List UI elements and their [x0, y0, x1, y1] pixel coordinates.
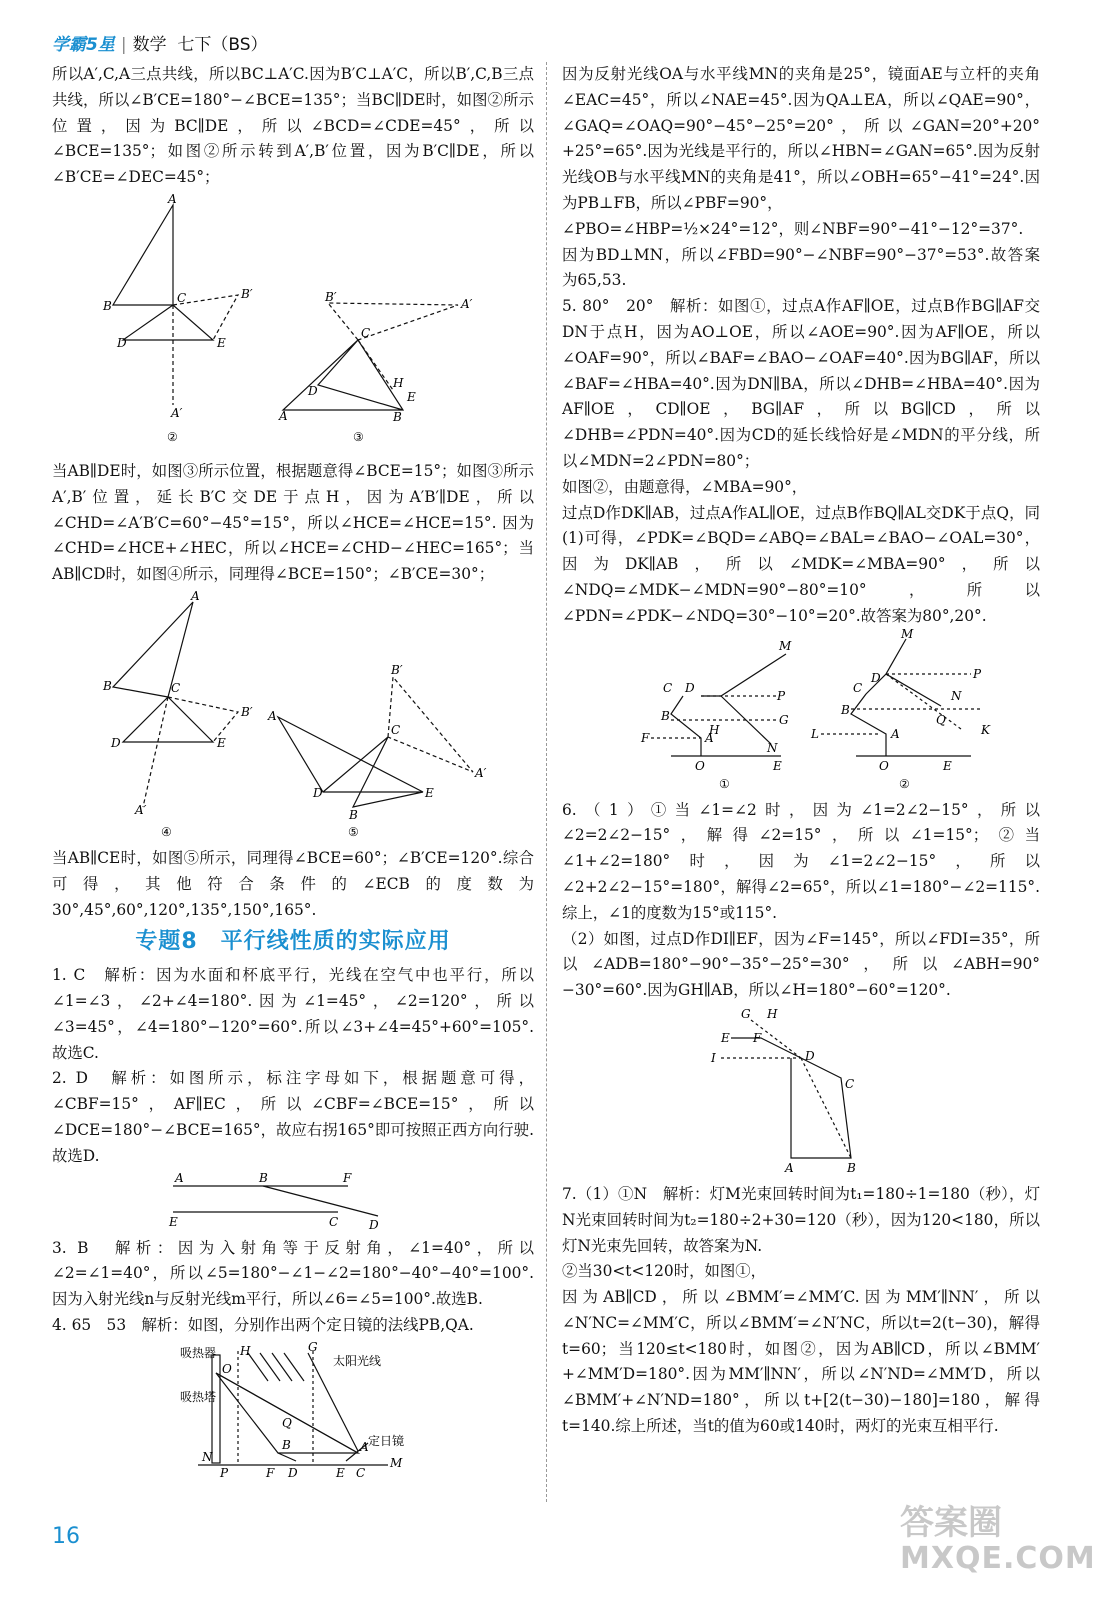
svg-text:A: A — [360, 1439, 369, 1454]
svg-text:F: F — [343, 1170, 352, 1185]
svg-text:B: B — [282, 1437, 291, 1452]
svg-text:D: D — [313, 785, 323, 800]
fig-caption-2: ② — [167, 429, 178, 444]
right-paragraph-2: ∠PBO=∠HBP=½×24°=12°，则∠NBF=90°−41°−12°=37°. — [562, 219, 1024, 238]
figure-q4-heliostat — [158, 1339, 428, 1483]
question-7a: 7.（1）①N 解析：灯M光束回转时间为t₁=180÷1=180（秒），灯N光束回转时间为t₂=180÷2+30=120（秒），因为120<180，所以灯N光束先回转，故答案为N. — [562, 1184, 1040, 1255]
svg-text:C: C — [663, 680, 673, 695]
watermark-line-1: 答案圈 — [900, 1503, 1002, 1543]
svg-text:A: A — [785, 1160, 794, 1175]
svg-text:B: B — [393, 409, 402, 424]
question-7b: ②当30<t<120时，如图①， — [562, 1262, 767, 1281]
svg-text:O: O — [695, 758, 705, 773]
question-2: 2. D 解析：如图所示，标注字母如下，根据题意可得，∠CBF=15°，AF∥EC，所以∠CBF=∠BCE=15°，所以∠DCE=180°−∠BCE=165°，故应右拐165°即可按照正西方向行驶.故选D. — [52, 1069, 534, 1165]
svg-text:C: C — [329, 1214, 339, 1229]
question-7c: 因为AB∥CD，所以∠BMM′=∠MM′C.因为MM′∥NN′，所以∠N′NC=∠MM′C，所以∠BMM′=∠N′NC，所以t=2(t−30)，解得t=60；当120≤t<180时，如图②，因为AB∥CD，所以∠BMM′+∠MM′D=180°.因为MM′∥NN′，所以∠N′ND=∠MM′D，所以∠BMM′+∠N′ND=180°，所以t+[2(t−30)−180]=180，解得t=140.综上所述，当t的值为60或140时，两灯的光束互相平行. — [562, 1288, 1040, 1436]
left-paragraph-1: 所以A′,C,A三点共线，所以BC⊥A′C.因为B′C⊥A′C，所以B′,C,B三点共线，所以∠B′CE=180°−∠BCE=135°；当BC∥DE时，如图②所示位置，因为BC∥DE，所以∠BCD=∠CDE=45°，所以∠BCE=135°；如图②所示转到A′,B′位置，因为B′C∥DE，所以∠B′CE=∠DEC=45°； — [52, 65, 534, 187]
svg-text:M: M — [901, 626, 914, 641]
svg-text:E: E — [943, 758, 952, 773]
svg-text:P: P — [777, 688, 786, 703]
question-5b: 如图②，由题意得，∠MBA=90°， — [562, 477, 808, 496]
svg-text:D: D — [288, 1465, 298, 1480]
column-divider — [546, 62, 547, 1502]
svg-text:O: O — [879, 758, 889, 773]
svg-text:C: C — [177, 290, 187, 305]
sun-label: 太阳光线 — [333, 1353, 382, 1368]
fig-caption-4: ④ — [161, 824, 172, 839]
watermark-line-2: MXQE.COM — [900, 1541, 1096, 1576]
absorber-label: 吸热器 — [180, 1345, 217, 1360]
grade-label: 七下（BS） — [177, 35, 268, 55]
question-4: 4. 65 53 解析：如图，分别作出两个定日镜的法线PB,QA. — [52, 1315, 474, 1334]
svg-text:C: C — [853, 680, 863, 695]
svg-text:A: A — [891, 726, 900, 741]
svg-text:K: K — [981, 722, 990, 737]
right-paragraph-1: 因为反射光线OA与水平线MN的夹角是25°，镜面AE与立杆的夹角∠EAC=45°，所以∠NAE=45°.因为QA⊥EA，所以∠QAE=90°，∠GAQ=∠OAQ=90°−45°−25°=20°，所以∠GAN=20°+20°+25°=65°.因为光线是平行的，所以∠HBN=∠GAN=65°.因为反射光线OB与水平线MN的夹角是41°，所以∠OBH=65°−41°=24°.因为PB⊥FB，所以∠PBF=90°， — [562, 65, 1040, 212]
svg-text:O: O — [222, 1361, 232, 1376]
svg-text:H: H — [393, 375, 404, 390]
svg-text:A′: A′ — [135, 802, 147, 817]
left-paragraph-3: 当AB∥CE时，如图⑤所示，同理得∠BCE=60°；∠B′CE=120°.综合可得，其他符合条件的∠ECB的度数为30°,45°,60°,120°,135°,150°,165°. — [52, 848, 534, 919]
svg-text:B′: B′ — [241, 286, 253, 301]
svg-text:M: M — [779, 638, 792, 653]
svg-text:B: B — [841, 702, 850, 717]
section-title: 专题8 平行线性质的实际应用 — [135, 929, 451, 955]
svg-text:D: D — [805, 1048, 815, 1063]
subject-label: 数学 — [132, 35, 167, 55]
svg-text:I: I — [711, 1050, 716, 1065]
watermark — [900, 1505, 1096, 1577]
svg-text:B′: B′ — [325, 289, 337, 304]
question-5c: 过点D作DK∥AB，过点A作AL∥OE，过点B作BQ∥AL交DK于点Q，同(1)可得，∠PDK=∠BQD=∠ABQ=∠BAL=∠BAO−∠OAL=30°，因为DK∥AB，所以∠MDK=∠MBA=90°，所以∠NDQ=∠MDK−∠MDN=90°−80°=10°，所以∠PDN=∠PDK−∠NDQ=30°−10°=20°.故答案为80°,20°. — [562, 503, 1040, 625]
svg-text:F: F — [641, 730, 650, 745]
brand-logo: 学霸5星 — [52, 35, 115, 55]
question-3: 3. B 解析：因为入射角等于反射角，∠1=40°，所以∠2=∠1=40°，所以∠5=180°−∠1−∠2=180°−40°−40°=100°.因为入射光线n与反射光线m平行，所以∠6=∠5=100°.故选B. — [52, 1238, 534, 1309]
svg-text:B: B — [103, 298, 112, 313]
svg-text:E: E — [217, 735, 226, 750]
svg-text:A: A — [268, 708, 277, 723]
svg-text:A′: A′ — [461, 296, 473, 311]
svg-text:C: C — [356, 1465, 366, 1480]
svg-text:H: H — [709, 722, 720, 737]
fig-caption-q5-2: ② — [899, 776, 910, 791]
svg-text:B: B — [661, 708, 670, 723]
svg-text:N: N — [767, 740, 778, 755]
svg-text:C: C — [361, 325, 371, 340]
svg-text:B: B — [259, 1170, 268, 1185]
svg-text:H: H — [767, 1006, 778, 1021]
svg-text:E: E — [721, 1030, 730, 1045]
fig-caption-q5-1: ① — [719, 776, 730, 791]
svg-text:B: B — [103, 678, 112, 693]
figure-q2 — [163, 1170, 423, 1232]
svg-text:E: E — [407, 389, 416, 404]
svg-text:E: E — [336, 1465, 345, 1480]
svg-text:B: B — [847, 1160, 856, 1175]
svg-text:D: D — [111, 735, 121, 750]
svg-text:C: C — [171, 680, 181, 695]
svg-text:Q: Q — [936, 712, 946, 727]
svg-text:C: C — [391, 722, 401, 737]
right-paragraph-3: 因为BD⊥MN，所以∠FBD=90°−∠NBF=90°−37°=53°.故答案为65,53. — [562, 245, 1040, 290]
question-1: 1. C 解析：因为水面和杯底平行，光线在空气中也平行，所以∠1=∠3，∠2+∠4=180°.因为∠1=45°，∠2=120°，所以∠3=45°，∠4=180°−120°=60°.所以∠3+∠4=45°+60°=105°.故选C. — [52, 966, 534, 1062]
svg-text:H: H — [240, 1343, 251, 1358]
svg-text:F: F — [753, 1030, 762, 1045]
mirror-label: 定日镜 — [368, 1433, 405, 1448]
svg-text:M: M — [390, 1455, 403, 1470]
svg-text:E: E — [773, 758, 782, 773]
left-column — [52, 62, 534, 1487]
svg-text:L: L — [811, 726, 819, 741]
svg-text:A: A — [279, 408, 288, 423]
svg-text:F: F — [266, 1465, 275, 1480]
svg-text:A: A — [705, 730, 714, 745]
right-column — [562, 62, 1040, 1440]
page-number: 16 — [52, 1524, 80, 1549]
question-6b: （2）如图，过点D作DI∥EF，因为∠F=145°，所以∠FDI=35°，所以∠ADB=180°−90°−35°−25°=30°，所以∠ABH=90°−30°=60°.因为GH∥AB，所以∠H=180°−60°=120°. — [562, 929, 1040, 1000]
left-paragraph-2: 当AB∥DE时，如图③所示位置，根据题意得∠BCE=15°；如图③所示A′,B′位置，延长B′C交DE于点H，因为A′B′∥DE，所以∠CHD=∠A′B′C=60°−45°=15°，所以∠HCE=∠HCE=15°. 因为∠CHD=∠HCE+∠HEC，所以∠HCE=∠CHD−∠HEC=165°；当AB∥CD时，如图④所示，同理得∠BCE=150°；∠B′CE=30°； — [52, 461, 534, 584]
question-5: 5. 80° 20° 解析：如图①，过点A作AF∥OE，过点B作BG∥AF交DN于点H，因为AO⊥OE，所以∠AOE=90°.因为AF∥OE，所以∠OAF=90°，所以∠BAF=∠BAO−∠OAF=40°.因为BG∥AF，所以∠BAF=∠HBA=40°.因为DN∥BA，所以∠DHB=∠HBA=40°.因为AF∥OE，CD∥OE，BG∥AF，所以BG∥CD，所以∠DHB=∠PDN=40°.因为CD的延长线恰好是∠MDN的平分线，所以∠MDN=2∠PDN=80°； — [562, 297, 1040, 470]
svg-text:P: P — [220, 1465, 229, 1480]
figure-q6 — [711, 1008, 891, 1178]
page-header: 学霸5星 | 数学 七下（BS） — [52, 35, 268, 55]
svg-text:G: G — [779, 712, 789, 727]
svg-text:D: D — [369, 1217, 379, 1232]
svg-text:D: D — [308, 383, 318, 398]
svg-text:E: E — [169, 1214, 178, 1229]
figure-2-3 — [103, 191, 483, 455]
figure-4-5 — [103, 588, 487, 842]
fig-caption-3: ③ — [353, 429, 364, 444]
svg-text:N: N — [202, 1449, 213, 1464]
svg-text:D: D — [117, 335, 127, 350]
svg-text:N: N — [951, 688, 962, 703]
figure-q5 — [601, 626, 1001, 794]
question-6a: 6.（1）①当∠1=∠2时，因为∠1=2∠2−15°，所以∠2=2∠2−15°，解得∠2=15°，所以∠1=15°；②当∠1+∠2=180°时，因为∠1=2∠2−15°，所以∠2+2∠2−15°=180°，解得∠2=65°，所以∠1=180°−∠2=115°.综上，∠1的度数为15°或115°. — [562, 800, 1040, 922]
svg-text:B′: B′ — [391, 662, 403, 677]
svg-text:G: G — [308, 1339, 318, 1354]
svg-text:G: G — [741, 1006, 751, 1021]
tower-label: 吸热塔 — [180, 1389, 217, 1404]
svg-text:D: D — [685, 680, 695, 695]
svg-text:P: P — [973, 666, 982, 681]
svg-text:E: E — [217, 335, 226, 350]
svg-text:E: E — [425, 785, 434, 800]
svg-text:A′: A′ — [475, 765, 487, 780]
svg-text:A′: A′ — [171, 405, 183, 420]
svg-text:Q: Q — [282, 1415, 292, 1430]
svg-text:B: B — [349, 807, 358, 822]
fig-caption-5: ⑤ — [348, 824, 359, 839]
svg-text:A: A — [175, 1170, 184, 1185]
svg-text:D: D — [871, 670, 881, 685]
svg-text:A: A — [168, 191, 177, 206]
svg-text:C: C — [845, 1076, 855, 1091]
svg-text:B′: B′ — [241, 704, 253, 719]
svg-text:A: A — [191, 588, 200, 603]
